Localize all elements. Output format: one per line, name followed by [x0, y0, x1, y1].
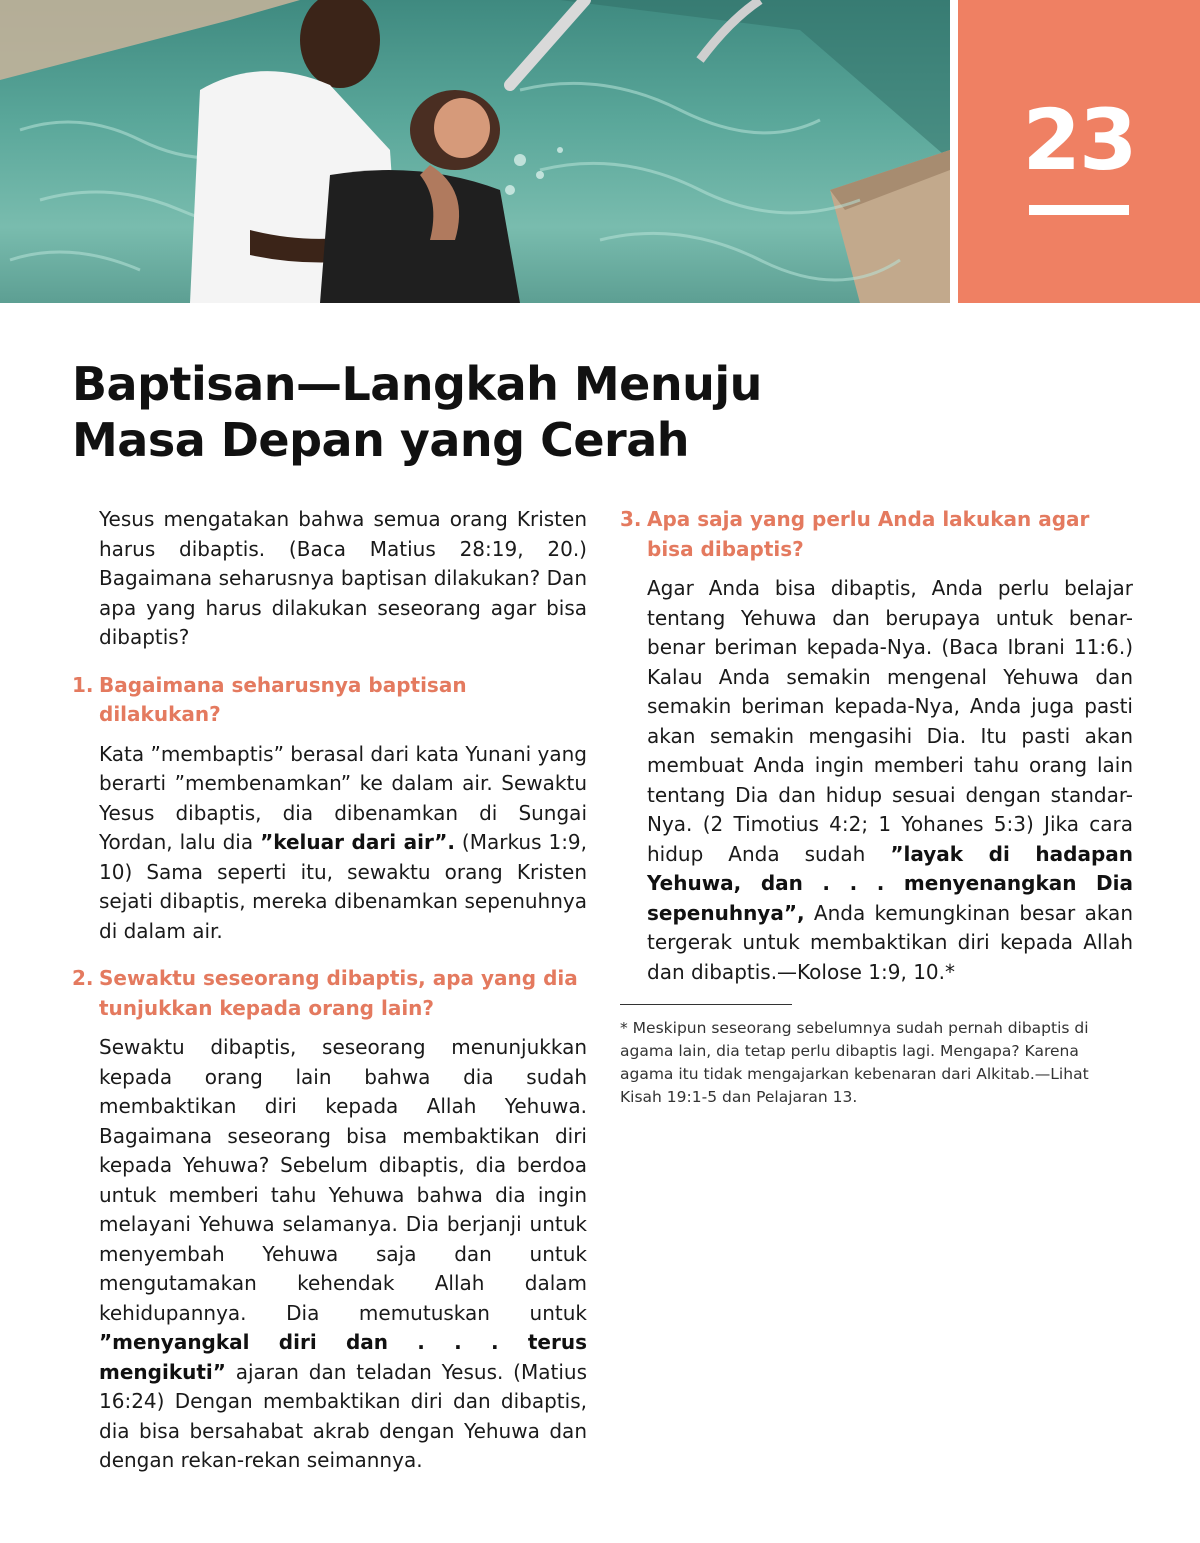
answer-2-paragraph [72, 1033, 587, 1476]
lesson-number-box [958, 0, 1200, 303]
answer-2-quote: ”menyangkal diri dan . . . terus mengikuti” [99, 1330, 587, 1384]
question-1 [72, 671, 587, 730]
question-3 [620, 505, 1133, 564]
page-title [72, 356, 832, 468]
answer-3-text-a: Agar Anda bisa dibaptis, Anda perlu belajar tentang Yehuwa dan berupaya untuk benar-benar beriman kepada-Nya. (Baca Ibrani 11:6.) Kalau Anda semakin mengenal Yehuwa dan semakin beriman kepada-Nya, Anda juga pasti akan semakin mengasihi Dia. Itu pasti akan membuat Anda ingin memberi tahu orang lain tentang Dia dan hidup sesuai dengan standar-Nya. (2 Timotius 4:2; 1 Yohanes 5:3) Jika cara hidup Anda sudah [647, 576, 1133, 866]
answer-2-text-a: Sewaktu dibaptis, seseorang menunjukkan kepada orang lain bahwa dia sudah membaktikan diri kepada Allah Yehuwa. Bagaimana seseorang bisa membaktikan diri kepada Yehuwa? Sebelum dibaptis, dia berdoa untuk memberi tahu Yehuwa bahwa dia ingin melayani Yehuwa selamanya. Dia berjanji untuk menyembah Yehuwa saja dan untuk mengutamakan kehendak Allah dalam kehidupannya. Dia memutuskan untuk [99, 1035, 587, 1325]
right-column [620, 505, 1133, 1109]
answer-1-quote: ”keluar dari air”. [260, 830, 455, 854]
question-3-text: Apa saja yang perlu Anda lakukan agar bisa dibaptis? [647, 507, 1090, 561]
lesson-number-underline [1029, 205, 1129, 215]
footnote: * Meskipun seseorang sebelumnya sudah pernah dibaptis di agama lain, dia tetap perlu dibaptis lagi. Mengapa? Karena agama itu tidak mengajarkan kebenaran dari Alkitab.—Lihat Kisah 19:1-5 dan Pelajaran 13. [620, 1019, 1089, 1106]
answer-1-text-a: Kata ”membaptis” berasal dari kata Yunani yang berarti ”membenamkan” ke dalam air. Sewaktu Yesus dibaptis, dia dibenamkan di Sungai Yordan, lalu dia [99, 741, 587, 854]
answer-1-paragraph [72, 740, 587, 947]
question-1-number: 1. [72, 672, 94, 697]
footnote-divider [620, 1004, 792, 1005]
lesson-number: 23 [1022, 91, 1136, 189]
question-2-number: 2. [72, 966, 94, 990]
header-photo [0, 0, 950, 303]
answer-3-quote: ”layak di hadapan Yehuwa, dan . . . menyenangkan Dia sepenuhnya”, [647, 841, 1133, 925]
intro-paragraph: Yesus mengatakan bahwa semua orang Kristen harus dibaptis. (Baca Matius 28:19, 20.) Bagaimana seharusnya baptisan dilakukan? Dan apa yang harus dilakukan seseorang agar bisa dibaptis? [99, 507, 587, 649]
page-title-line-2: Masa Depan yang Cerah [72, 413, 690, 467]
baptism-photo-illustration [0, 0, 950, 303]
question-2-text: Sewaktu seseorang dibaptis, apa yang dia tunjukkan kepada orang lain? [99, 966, 578, 1020]
question-3-number: 3. [620, 507, 642, 531]
answer-2-text-b: ajaran dan teladan Yesus. (Matius 16:24) Dengan membaktikan diri dan dibaptis, dia bisa bersahabat akrab dengan Yehuwa dan dengan rekan-rekan seimannya. [99, 1359, 587, 1472]
answer-3-text-b: Anda kemungkinan besar akan tergerak untuk membaktikan diri kepada Allah dan dibaptis.—Kolose 1:9, 10.* [647, 900, 1133, 984]
question-2 [72, 964, 587, 1023]
answer-3-paragraph [620, 574, 1133, 987]
page-title-line-1: Baptisan—Langkah Menuju [72, 357, 762, 411]
left-column [72, 505, 587, 1476]
answer-1-text-b: (Markus 1:9, 10) Sama seperti itu, sewaktu orang Kristen sejati dibaptis, mereka dibenamkan sepenuhnya di dalam air. [99, 830, 588, 943]
question-1-text: Bagaimana seharusnya baptisan dilakukan? [99, 672, 467, 726]
